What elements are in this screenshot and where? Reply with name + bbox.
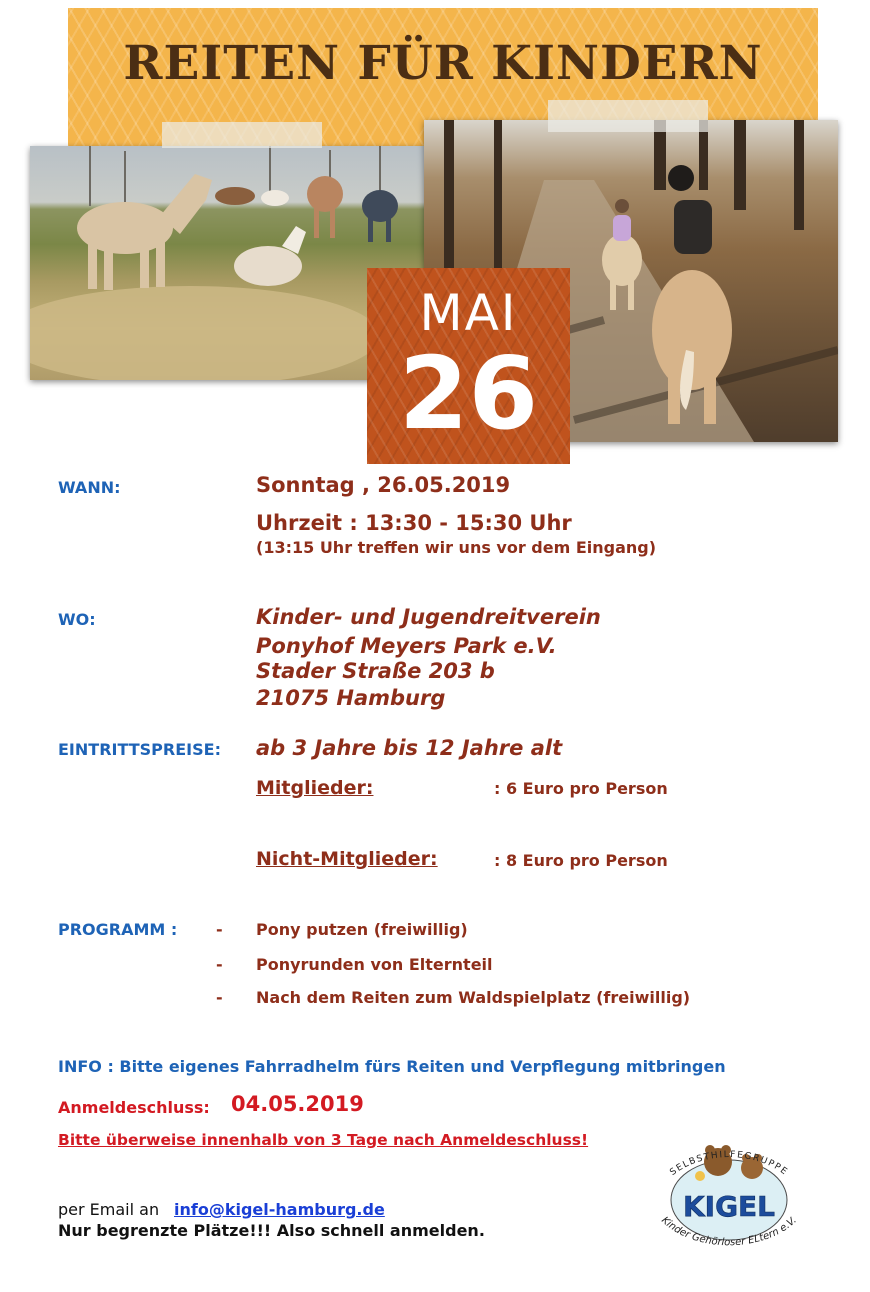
- event-time: Uhrzeit : 13:30 - 15:30 Uhr: [256, 511, 572, 535]
- kigel-logo: [640, 1128, 818, 1254]
- tape-strip: [548, 100, 708, 132]
- email-prefix: per Email an: [58, 1200, 160, 1219]
- wo-label: WO:: [58, 610, 96, 629]
- program-item: Ponyrunden von Elternteil: [256, 955, 493, 974]
- anmeldeschluss-date: 04.05.2019: [231, 1092, 364, 1116]
- date-day: 26: [398, 335, 539, 452]
- payment-warning: Bitte überweise innenhalb von 3 Tage nach Anmeldeschluss!: [58, 1131, 589, 1149]
- event-date: Sonntag , 26.05.2019: [256, 473, 511, 497]
- age-range: ab 3 Jahre bis 12 Jahre alt: [256, 736, 563, 760]
- logo-arc-bottom: Kinder Gehörloser ELtern e.V.: [659, 1214, 799, 1249]
- list-bullet: -: [216, 955, 223, 974]
- date-block: [367, 268, 570, 464]
- preise-label: EINTRITTSPREISE:: [58, 740, 221, 759]
- members-price: : 6 Euro pro Person: [494, 779, 668, 798]
- anmeldeschluss-label: Anmeldeschluss:: [58, 1098, 210, 1117]
- programm-label: PROGRAMM :: [58, 920, 178, 939]
- date-month: MAI: [419, 284, 518, 342]
- nonmembers-price: : 8 Euro pro Person: [494, 851, 668, 870]
- logo-arc-top: SELBSTHILFEGRUPPE: [668, 1150, 790, 1178]
- venue-line: Kinder- und Jugendreitverein: [256, 605, 601, 629]
- page-title: REITEN FÜR KINDERN: [123, 36, 763, 91]
- venue-line: Stader Straße 203 b: [256, 659, 495, 683]
- wann-label: WANN:: [58, 478, 121, 497]
- info-text: INFO : Bitte eigenes Fahrradhelm fürs Reiten und Verpflegung mitbringen: [58, 1057, 726, 1076]
- list-bullet: -: [216, 988, 223, 1007]
- email-link[interactable]: info@kigel-hamburg.de: [174, 1200, 385, 1219]
- closing-note: Nur begrenzte Plätze!!! Also schnell anmelden.: [58, 1221, 485, 1240]
- list-bullet: -: [216, 920, 223, 939]
- nonmembers-label: Nicht-Mitglieder:: [256, 848, 438, 870]
- tape-strip: [162, 122, 322, 148]
- program-item: Nach dem Reiten zum Waldspielplatz (freiwillig): [256, 988, 691, 1007]
- venue-line: 21075 Hamburg: [256, 686, 446, 710]
- meeting-note: (13:15 Uhr treffen wir uns vor dem Eingang): [256, 538, 657, 557]
- logo-name: KIGEL: [682, 1190, 776, 1223]
- members-label: Mitglieder:: [256, 777, 374, 799]
- program-item: Pony putzen (freiwillig): [256, 920, 468, 939]
- venue-line: Ponyhof Meyers Park e.V.: [256, 634, 557, 658]
